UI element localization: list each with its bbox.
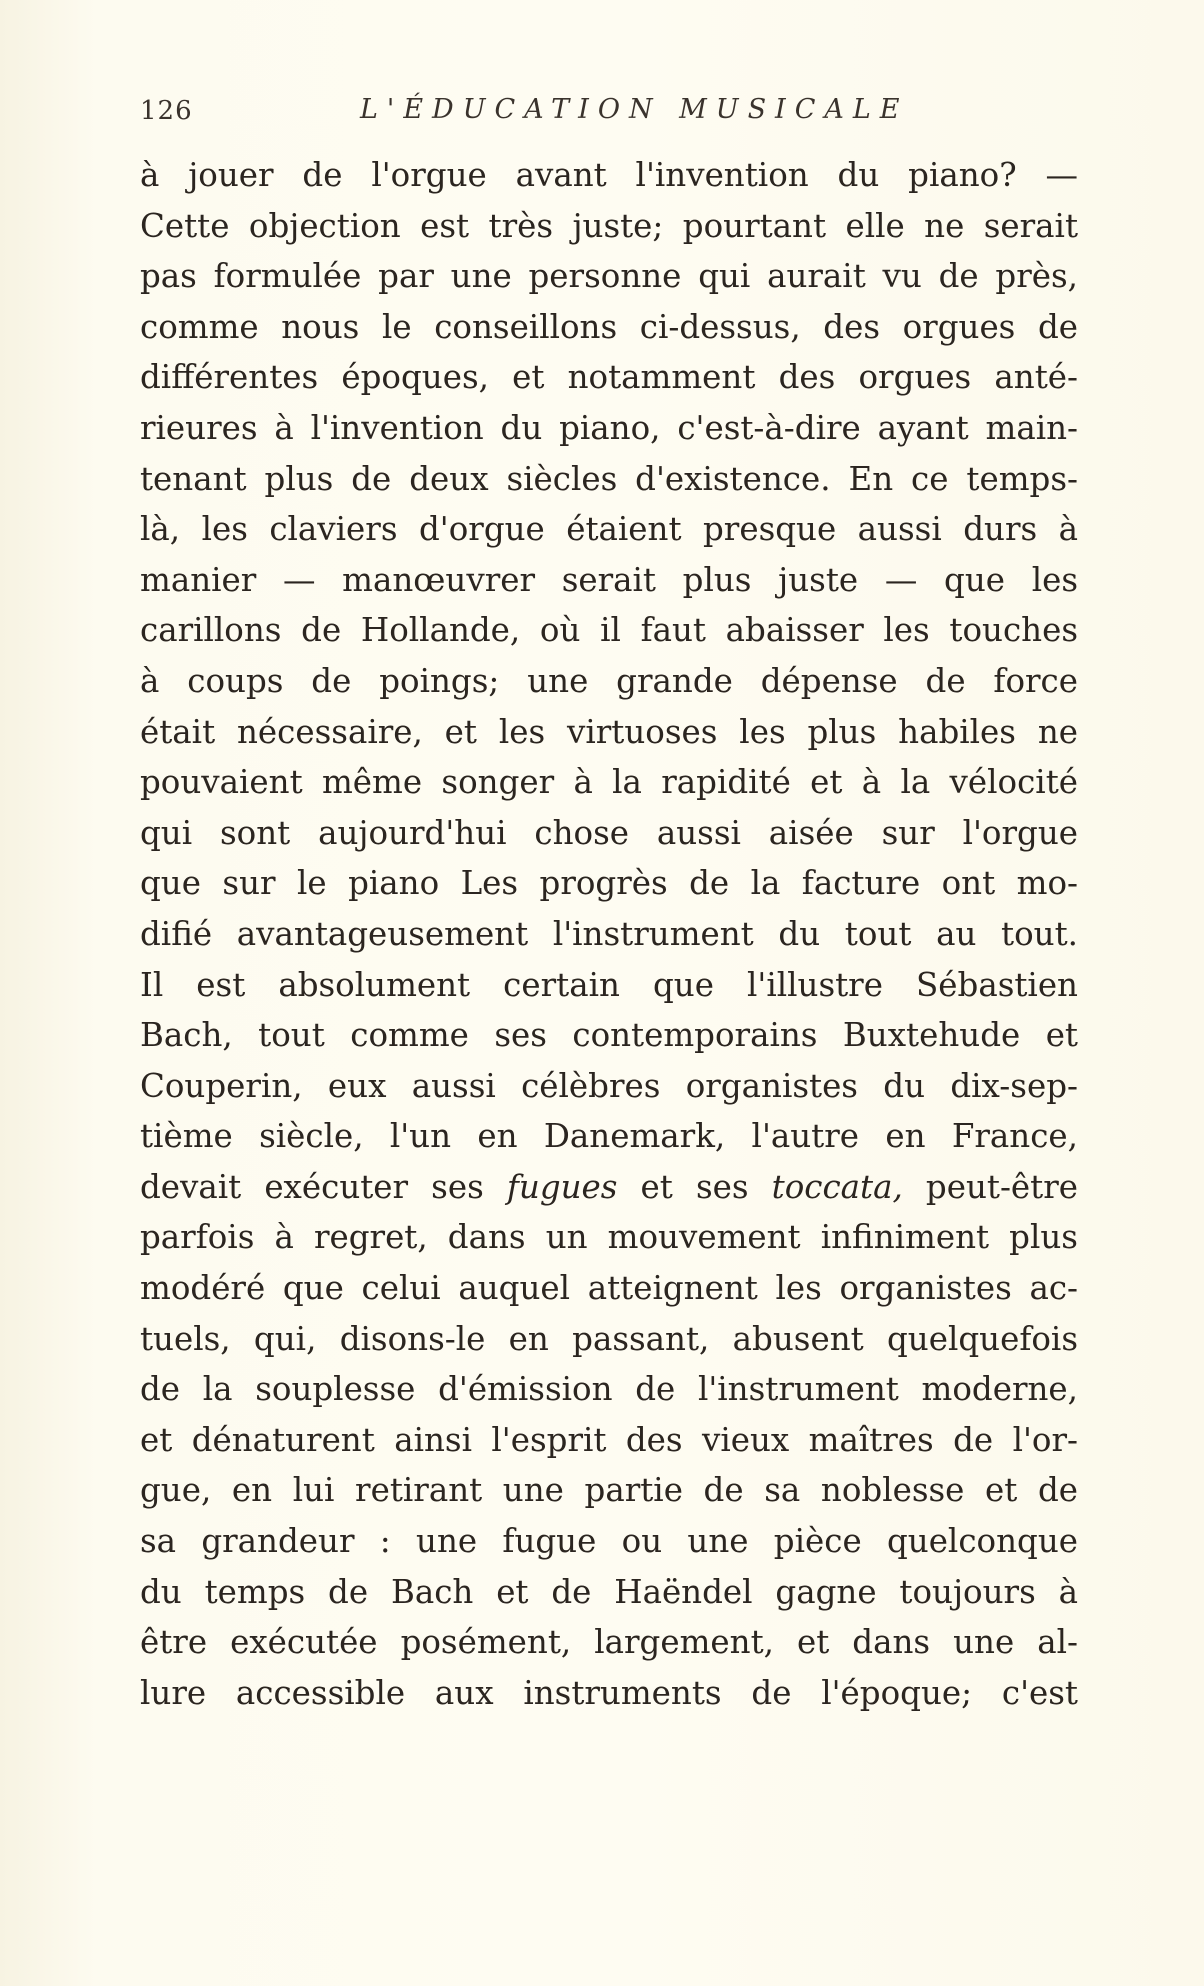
text-line: pas formulée par une personne qui aurait vu de près, (140, 257, 1078, 296)
text-line: tenant plus de deux siècles d'existence. En ce temps- (140, 459, 1078, 498)
text-line: Couperin, eux aussi célèbres organistes du dix-sep- (140, 1066, 1078, 1105)
text-line: tuels, qui, disons-le en passant, abusent quelquefois (140, 1319, 1078, 1358)
text-line: carillons de Hollande, où il faut abaisser les touches (140, 611, 1078, 650)
text-line: à jouer de l'orgue avant l'invention du piano? — (140, 156, 1078, 194)
text-line: être exécutée posément, largement, et dans une al- (140, 1623, 1078, 1662)
text-line: Il est absolument certain que l'illustre Sébastien (140, 965, 1078, 1004)
text-line: différentes époques, et notamment des orgues anté- (140, 358, 1078, 397)
text-line: de la souplesse d'émission de l'instrument moderne, (140, 1370, 1078, 1409)
text-line: et dénaturent ainsi l'esprit des vieux maîtres de l'or- (140, 1420, 1078, 1459)
running-head: L'ÉDUCATION MUSICALE (360, 94, 909, 125)
page-number: 126 (140, 96, 193, 126)
text-line: du temps de Bach et de Haëndel gagne toujours à (140, 1572, 1078, 1611)
italic-term: toccata, (771, 1167, 903, 1206)
text-line: manier — manœuvrer serait plus juste — que les (140, 560, 1078, 599)
text-line: sa grandeur : une fugue ou une pièce quelconque (140, 1522, 1078, 1561)
text-line: comme nous le conseillons ci-dessus, des orgues de (140, 307, 1078, 346)
text-line: tième siècle, l'un en Danemark, l'autre en France, (140, 1117, 1078, 1156)
body-text (140, 150, 1078, 1718)
text-line: pouvaient même songer à la rapidité et à la vélocité (140, 763, 1078, 802)
text-line: modéré que celui auquel atteignent les organistes ac- (140, 1269, 1078, 1308)
italic-term: fugues (506, 1167, 618, 1206)
text-line: que sur le piano Les progrès de la facture ont mo- (140, 864, 1078, 903)
text-line: qui sont aujourd'hui chose aussi aisée sur l'orgue (140, 813, 1078, 852)
text-line: parfois à regret, dans un mouvement infiniment plus (140, 1218, 1078, 1257)
text-line: gue, en lui retirant une partie de sa noblesse et de (140, 1471, 1078, 1510)
text-line: Cette objection est très juste; pourtant elle ne serait (140, 206, 1078, 245)
text-line: Bach, tout comme ses contemporains Buxtehude et (140, 1016, 1078, 1055)
text-line: était nécessaire, et les virtuoses les plus habiles ne (140, 712, 1078, 751)
text-line: rieures à l'invention du piano, c'est-à-dire ayant main- (140, 408, 1078, 447)
text-line: difié avantageusement l'instrument du tout au tout. (140, 914, 1078, 953)
text-line: lure accessible aux instruments de l'époque; c'est (140, 1673, 1078, 1712)
text-line: là, les claviers d'orgue étaient presque aussi durs à (140, 510, 1078, 549)
text-line: à coups de poings; une grande dépense de force (140, 661, 1078, 700)
text-line: devait exécuter ses fugues et ses toccata, peut-être (140, 1167, 1078, 1206)
